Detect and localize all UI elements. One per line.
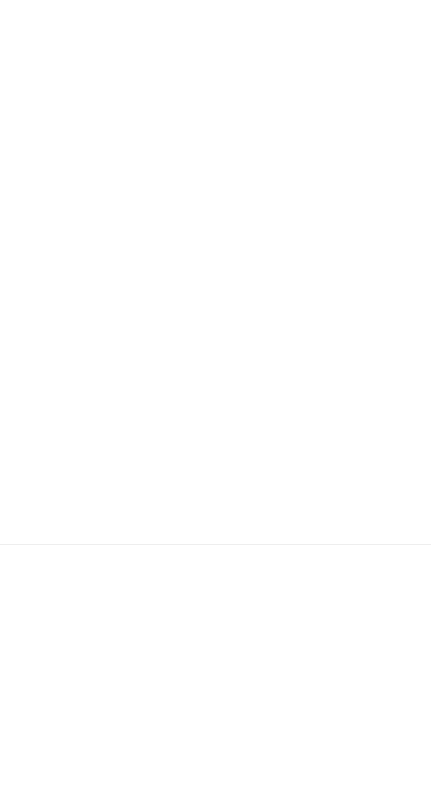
product-grid-lower (0, 550, 431, 800)
section-divider (0, 544, 431, 545)
